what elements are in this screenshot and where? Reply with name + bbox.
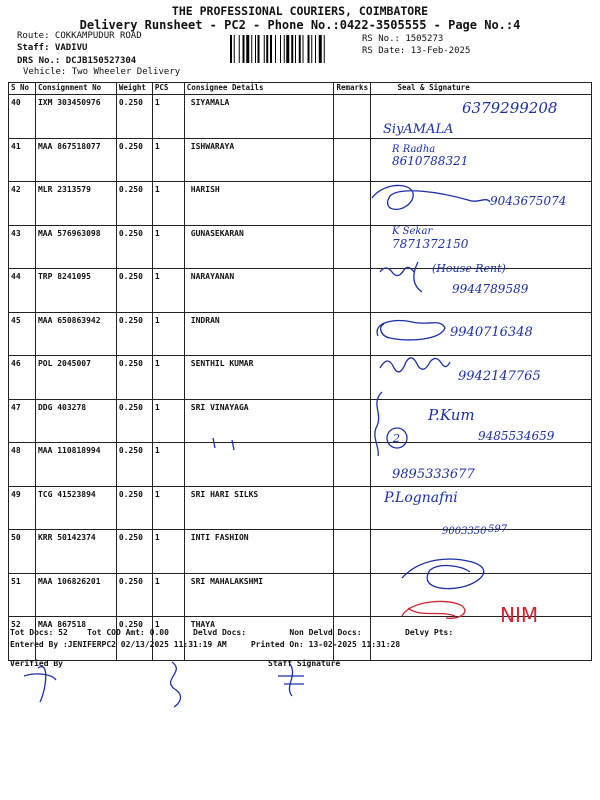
cell-signature: [371, 356, 592, 400]
barcode-bar: [251, 35, 252, 63]
table-row: [9, 95, 592, 139]
cell-weight: 0.250: [116, 530, 152, 574]
cell-signature: [371, 399, 592, 443]
barcode-bar: [311, 35, 312, 63]
barcode-bar: [258, 35, 260, 63]
cell-signature: [371, 486, 592, 530]
stamp-nim: NIM: [500, 603, 539, 627]
cell-remarks: [334, 530, 371, 574]
table-row: [9, 617, 592, 661]
table-header: [9, 83, 592, 95]
handwritten-number-51: 597: [488, 524, 508, 535]
cell-sno: 49: [9, 486, 36, 530]
cell-consignee: [184, 443, 334, 487]
col-sno: S No: [9, 83, 36, 95]
handwritten-phone-43: 7871372150: [392, 237, 469, 251]
table-row: [9, 225, 592, 269]
cell-pcs: 1: [152, 573, 184, 617]
cell-consignee: GUNASEKARAN: [184, 225, 334, 269]
barcode-bar: [291, 35, 293, 63]
cell-consignee: SRI MAHALAKSHMI: [184, 573, 334, 617]
handwritten-name-43: K Sekar: [392, 226, 433, 237]
cell-sno: 45: [9, 312, 36, 356]
barcode: [230, 35, 353, 63]
cell-weight: 0.250: [116, 269, 152, 313]
barcode-bar: [275, 35, 276, 63]
printed-on: Printed On: 13-02-2025 11:31:28: [250, 640, 401, 649]
handwritten-phone-50: 9003350: [442, 526, 487, 537]
route: Route: COKKAMPUDUR ROAD: [17, 31, 142, 41]
cell-pcs: 1: [152, 269, 184, 313]
handwritten-phone-46: 9942147765: [458, 369, 541, 384]
cell-pcs: 1: [152, 443, 184, 487]
barcode-bar: [303, 35, 304, 63]
cell-consignment: MAA 576963098: [35, 225, 116, 269]
handwritten-phone-48: 9485534659: [478, 429, 555, 443]
cell-signature: [371, 443, 592, 487]
tot-cod: Tot COD Amt: 0.00: [87, 628, 169, 637]
delvy-pts: Delvy Pts:: [405, 628, 454, 637]
cell-consignee: THAYA: [184, 617, 334, 661]
rs-number: RS No.: 1505273: [362, 34, 444, 44]
barcode-bar: [243, 35, 245, 63]
staff-signature-scribble: [278, 664, 304, 696]
handwritten-phone-44: 9944789589: [452, 282, 529, 296]
cell-pcs: 1: [152, 617, 184, 661]
handwritten-name-40: SiyAMALA: [383, 122, 454, 137]
cell-remarks: [334, 486, 371, 530]
barcode-bar: [286, 35, 289, 63]
staff: Staff: VADIVU: [17, 43, 88, 53]
cell-consignment: MLR 2313579: [35, 182, 116, 226]
cell-signature: [371, 225, 592, 269]
cell-remarks: [334, 269, 371, 313]
cell-consignee: SENTHIL KUMAR: [184, 356, 334, 400]
cell-signature: [371, 95, 592, 139]
table-row: [9, 182, 592, 226]
cell-signature: [371, 530, 592, 574]
cell-pcs: 1: [152, 182, 184, 226]
barcode-bar: [270, 35, 272, 63]
cell-consignment: TCG 41523894: [35, 486, 116, 530]
table-row: [9, 443, 592, 487]
table-row: [9, 530, 592, 574]
cell-remarks: [334, 225, 371, 269]
cell-consignment: MAA 867518077: [35, 138, 116, 182]
tot-docs: Tot Docs: 52: [10, 628, 68, 637]
entered-by: Entered By :JENIFERPC2 02/13/2025 11:31:19 AM: [10, 640, 227, 649]
cell-remarks: [334, 356, 371, 400]
barcode-bar: [299, 35, 301, 63]
cell-consignee: HARISH: [184, 182, 334, 226]
cell-signature: [371, 182, 592, 226]
cell-weight: 0.250: [116, 312, 152, 356]
cell-sno: 42: [9, 182, 36, 226]
cell-weight: 0.250: [116, 225, 152, 269]
cell-remarks: [334, 617, 371, 661]
staff-signature-label: Staff Signature: [268, 659, 341, 668]
cell-pcs: 1: [152, 356, 184, 400]
company-name: THE PROFESSIONAL COURIERS, COIMBATORE: [171, 4, 429, 18]
cell-consignment: MAA 110818994: [35, 443, 116, 487]
cell-signature: [371, 269, 592, 313]
cell-weight: 0.250: [116, 573, 152, 617]
table-row: [9, 486, 592, 530]
handwritten-name-41: R Radha: [392, 144, 436, 155]
cell-consignee: INTI FASHION: [184, 530, 334, 574]
cell-remarks: [334, 138, 371, 182]
cell-consignment: KRR 50142374: [35, 530, 116, 574]
handwritten-name-50: P.Lognafni: [384, 490, 458, 506]
delvd-docs: Delvd Docs:: [193, 628, 247, 637]
table-row: [9, 138, 592, 182]
cell-remarks: [334, 95, 371, 139]
cell-weight: 0.250: [116, 617, 152, 661]
cell-consignment: DDG 403278: [35, 399, 116, 443]
rs-date: RS Date: 13-Feb-2025: [362, 46, 471, 56]
vehicle: Vehicle: Two Wheeler Delivery: [23, 67, 181, 77]
verified-signature: [24, 662, 181, 707]
cell-remarks: [334, 312, 371, 356]
cell-consignment: TRP 8241095: [35, 269, 116, 313]
cell-weight: 0.250: [116, 182, 152, 226]
table-row: [9, 269, 592, 313]
cell-consignment: POL 2045007: [35, 356, 116, 400]
cell-remarks: [334, 399, 371, 443]
cell-consignee: SIYAMALA: [184, 95, 334, 139]
col-signature: Seal & Signature: [371, 83, 592, 95]
cell-consignee: ISHWARAYA: [184, 138, 334, 182]
cell-sno: 48: [9, 443, 36, 487]
table-row: [9, 573, 592, 617]
cell-consignee: SRI VINAYAGA: [184, 399, 334, 443]
cell-consignee: SRI HARI SILKS: [184, 486, 334, 530]
handwritten-name-48: P.Kum: [428, 406, 475, 424]
cell-pcs: 1: [152, 138, 184, 182]
cell-signature: [371, 617, 592, 661]
cell-sno: 44: [9, 269, 36, 313]
cell-sno: 51: [9, 573, 36, 617]
cell-weight: 0.250: [116, 356, 152, 400]
cell-consignment: IXM 303450976: [35, 95, 116, 139]
cell-sno: 46: [9, 356, 36, 400]
cell-weight: 0.250: [116, 399, 152, 443]
cell-sno: 50: [9, 530, 36, 574]
cell-pcs: 1: [152, 312, 184, 356]
cell-remarks: [334, 573, 371, 617]
col-consignee: Consignee Details: [184, 83, 334, 95]
cell-weight: 0.250: [116, 486, 152, 530]
cell-sno: 52: [9, 617, 36, 661]
cell-sno: 40: [9, 95, 36, 139]
barcode-bar: [324, 35, 325, 63]
cell-pcs: 1: [152, 530, 184, 574]
cell-signature: [371, 312, 592, 356]
cell-consignment: MAA 867518: [35, 617, 116, 661]
cell-consignee: INDRAN: [184, 312, 334, 356]
barcode-bar: [295, 35, 296, 63]
handwritten-phone-45: 9940716348: [450, 325, 533, 340]
table-row: [9, 356, 592, 400]
cell-weight: 0.250: [116, 443, 152, 487]
cell-remarks: [334, 443, 371, 487]
barcode-bar: [284, 35, 285, 63]
barcode-bar: [266, 35, 268, 63]
barcode-bar: [239, 35, 240, 63]
handwritten-phone-41: 8610788321: [392, 154, 469, 168]
handwritten-phone-49: 9895333677: [392, 467, 475, 482]
handwritten-phone-40: 6379299208: [462, 99, 558, 117]
cell-sno: 47: [9, 399, 36, 443]
barcode-bar: [264, 35, 265, 63]
col-weight: Weight: [116, 83, 152, 95]
table-row: [9, 312, 592, 356]
col-pcs: PCS: [152, 83, 184, 95]
cell-weight: 0.250: [116, 95, 152, 139]
runsheet-title: Delivery Runsheet - PC2 - Phone No.:0422-3505555 - Page No.:4: [79, 18, 521, 32]
cell-sno: 41: [9, 138, 36, 182]
cell-signature: [371, 138, 592, 182]
drs-number: DRS No.: DCJB150527304: [17, 56, 137, 66]
handwritten-note-44: (House Rent): [432, 262, 506, 275]
barcode-bar: [255, 35, 256, 63]
cell-sno: 43: [9, 225, 36, 269]
cell-consignment: MAA 650863942: [35, 312, 116, 356]
cell-pcs: 1: [152, 486, 184, 530]
barcode-bar: [234, 35, 235, 63]
verified-by: Verified By: [10, 659, 63, 668]
barcode-bar: [230, 35, 232, 63]
cell-consignment: MAA 106826201: [35, 573, 116, 617]
cell-pcs: 1: [152, 95, 184, 139]
handwritten-circled-48: 2: [393, 432, 400, 445]
runsheet-table: [8, 82, 592, 661]
non-delvd-docs: Non Delvd Docs:: [289, 628, 362, 637]
entry-line: [10, 640, 400, 649]
cell-pcs: 1: [152, 225, 184, 269]
cell-consignee: NARAYANAN: [184, 269, 334, 313]
table-row: [9, 399, 592, 443]
totals-line: [10, 628, 453, 637]
col-consignment: Consignment No: [35, 83, 116, 95]
cell-pcs: 1: [152, 399, 184, 443]
col-remarks: Remarks: [334, 83, 371, 95]
barcode-bar: [315, 35, 316, 63]
barcode-bar: [319, 35, 322, 63]
barcode-bar: [280, 35, 281, 63]
handwritten-phone-42: 9043675074: [490, 194, 567, 208]
barcode-bar: [246, 35, 249, 63]
cell-signature: [371, 573, 592, 617]
barcode-bar: [308, 35, 310, 63]
cell-weight: 0.250: [116, 138, 152, 182]
cell-remarks: [334, 182, 371, 226]
